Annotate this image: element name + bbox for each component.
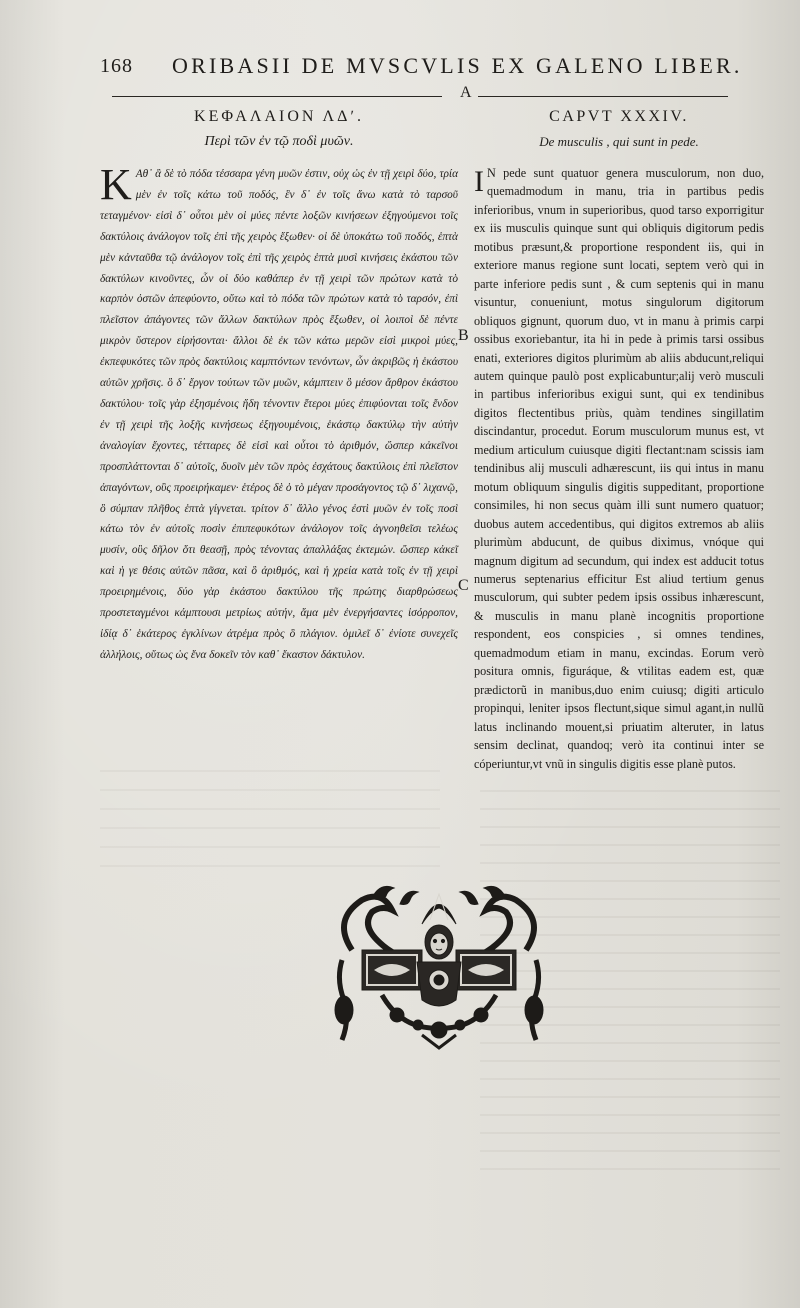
head-rule-left [112,96,442,97]
latin-column [474,100,764,773]
woodcut-tailpiece-ornament [322,880,556,1050]
greek-body-text [100,160,458,666]
greek-column [100,100,458,666]
show-through-left [100,770,440,870]
margin-letter-c: C [458,577,469,594]
latin-chapter-title: CAPVT XXXIV. [549,108,689,125]
margin-letter-b: B [458,327,469,344]
running-head [100,53,743,85]
latin-drop-cap: I [474,165,484,198]
latin-paragraph: N pede sunt quatuor genera musculorum, non duo, quemadmodum in manu, tria in partibus pedis inferioribus, vnum in superioribus, quod tarso exporrigitur ex iis musculis quinque sunt qui obliquis digitorum pedis motibus præsunt,& proportione respondent iis, qui in exteriore manus regione sunt locati, septem verò qui in parte inferiore pedis sunt , & cum septenis qui in manu visuntur, conueniunt, motus singulorum digitorum obliquos gignunt, quorum duo, vt in manu à primis carpi ossibus exoriebantur, ita hi in pede à primis tarsi ossibus enati, exteriores digitos plurimùm ab aliis abducunt,reliqui autem quinque paulò post explicabuntur;alij verò musculi in partibus inferioribus exigui sunt, qui ex tendinibus digitos flectentibus priùs, quàm tendines singillatim discindantur, procedut. Eorum musculorum munus est, vt medium articulum cuiusque digiti flectant:nam scissis iam tendinibus alij musculi adhærescunt, iis qui intus in manu motum obliquum singulis digitis suppeditant, proportione consimiles, hi non secus quàm illi sunt numero quatuor; duobus autem accedentibus, qui digitos extremos ab aliis plurimùm abducunt, de quibus diximus, vnóque qui magnum digitum ad secundum, qui index est adducit totus numerus septenarius efficitur Est aliud tertium genus musculorum, qui subter pedem ipsis ossibus inhærescunt, & musculis in manu planè incognitis proportione respondent, eos conspicies , si omnes tendines, quemadmodum etiam in manu, excindas. Eorum verò positura omnis, figuráque, & vtilitas eadem est, quæ prædictorũ in manibus,duo enim cuiusq; digiti articulo propinqui, leniter ipsos flectunt,sique simul agant,in nullũ latus inclinando mouent,si priuatim alteruter, in latus sensim declinat, quandoq; verò ita continui inter se cóperiuntur,vt vnũ in singulis digitis esse planè putos. [474,166,764,771]
margin-letter-a: A [460,84,472,101]
head-rule-right [478,96,728,97]
greek-drop-cap: K [100,160,132,209]
latin-body-text [474,164,764,773]
latin-chapter-subtitle: De musculis , qui sunt in pede. [539,134,699,149]
page-number: 168 [100,55,133,77]
running-title: ORIBASII DE MVSCVLIS EX GALENO LIBER. [172,53,743,78]
greek-paragraph: Αθ᾽ ἃ δὲ τὸ πόδα τέσσαρα γένη μυῶν ἐστιν, οὐχ ὡς ἐν τῇ χειρὶ δύο, τρία μὲν ἐν τοῖς κάτω τοῦ ποδός, ἓν δ᾽ ἐν τοῖς ἄνω κατὰ τὸ ταρσοῦ τεταγμένον· εἰσὶ δ᾽ οὗτοι μὲν οἱ μύες πέντε λοξῶν κινήσεων ἐξηγούμενοι τοῖς δακτύλοις ἀνάλογον τοῖς ἐπὶ τῆς χειρὸς ἔξωθεν· οἱ δὲ ὑποκάτω τοῦ ποδός, ἑπτὰ μὲν κἀνταῦθα τῷ ἀνάλογον τοῖς ἐπὶ τῆς χειρὸς ἑπτὰ μυσὶ κινήσεις ἑκάστου τῶν δακτύλων κινοῦντες, ὧν οἱ δύο καθάπερ ἐν τῇ χειρὶ τῶν πρώτων κατὰ τὸ καρπὸν ὀστῶν ἀπεφύοντο, οὕτω καὶ τὸ πόδα τῶν πρώτων κατὰ τὸ ταρσόν, ἐπὶ πλεῖστον ἀπάγοντες τῶν ἄλλων δακτύλων πρὸς ἔξωθεν, οἱ λοιποὶ δὲ πέντε μικρὸν ὕστερον εἰρήσονται· ἄλλοι δὲ ἐκ τῶν κάτω μερῶν εἰσὶ μικροὶ μύες, ἐκπεφυκότες τῶν πρὸς δακτύλοις καμπτόντων τενόντων, ὧν ἀκριβῶς ἡ ἑκάστου αὐτῶν χρῆσις. ὃ δ᾽ ἔργον τούτων τῶν μυῶν, κάμπτειν ὃ μέσον ἄρθρον ἑκάστου δακτύλου· τοῖς γὰρ ἐξησμένοις ἤδη τένοντιν ἕτεροι μύες ἐπιφύονται τοῖς ἔνδον ἐν τῇ χειρὶ τῆς λοξῆς κινήσεως ἐξηγουμένοις, ἑκάστῳ δακτύλῳ τὴν αὐτὴν ἀναλογίαν ἔχοντες, τέτταρες δὲ εἰσὶ καὶ οὗτοι τὸ ἀριθμόν, ὥσπερ κἀκεῖνοι προσπλάττονται δ᾽ αὐτοῖς, δυοῖν μὲν τῶν πρὸς ἐσχάτους δακτύλοις ἐπὶ πλεῖστον ἀπαγόντων, οὓς προειρήκαμεν· ἑτέρος δὲ ὁ τὸ μέγαν προσάγοντος τῷ δ᾽ λιχανῷ, ὃ σύμπαν πλῆθος ἑπτὰ γίγνεται. τρίτον δ᾽ ἄλλο γένος ἐστὶ μυῶν ἐν τοῖς ποσὶ κάτω τὸν ἐν αὐτοῖς ποσὶν ἐπιπεφυκότων ἀνάλογον τοῖς ἀγνοηθεῖσι τελέως μυσίν, οὓς δῆλον ὅτι θεασῇ, πρὸς τένοντας ἀπαλλάξας ἐκτεμών. ὥσπερ κἀκεῖ καὶ ἡ γε θέσις αὐτῶν πᾶσα, καὶ ὃ ἀριθμός, καὶ ἡ χρεία κατὰ τοῖς ἐν τῇ χειρὶ προειρημένοις, δύο γὰρ ἑκάστου δακτύλου τῆς πρώτης διαρθρώσεως προστεταγμένοι κάμπτουσι μετρίως αὐτήν, ἅμα μὲν ἐνεργήσαντες ἰσόρροπον, ἰδίᾳ δ᾽ ἑκάτερος ἐγκλίνων ἀτρέμα πρὸς ὃ πλάγιον. ὁμιλεῖ δ᾽ ἐνίοτε συνεχεῖς ἀλλήλοις, οὕτως ὡς ἕνα δοκεῖν τὸν καθ᾽ ἕκαστον δάκτυλον. [100,168,458,661]
greek-chapter-subtitle: Περὶ τῶν ἐν τῷ ποδὶ μυῶν. [204,134,354,149]
greek-chapter-title: ΚΕΦΑΛΑΙΟΝ ΛΔʹ. [194,108,364,125]
